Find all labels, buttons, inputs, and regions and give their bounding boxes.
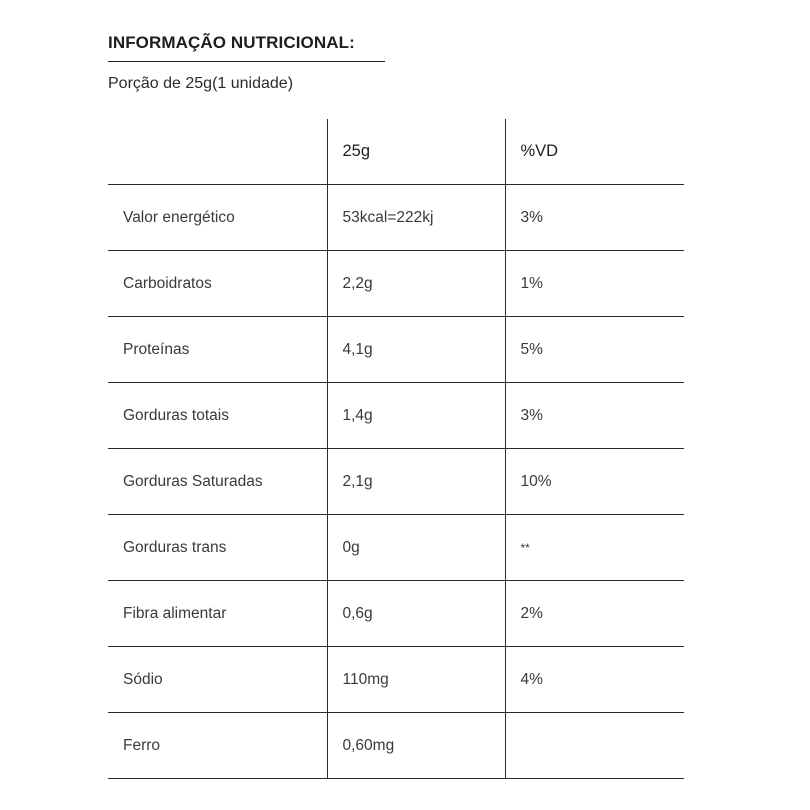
nutrition-table	[108, 119, 684, 779]
nutrient-amount: 2,2g	[327, 251, 505, 317]
nutrient-vd: 2%	[505, 581, 684, 647]
table-row	[108, 713, 684, 779]
table-row	[108, 581, 684, 647]
nutrient-amount: 110mg	[327, 647, 505, 713]
nutrient-name: Gorduras totais	[108, 383, 327, 449]
nutrient-vd: **	[505, 515, 684, 581]
nutrient-vd: 10%	[505, 449, 684, 515]
nutrient-amount: 1,4g	[327, 383, 505, 449]
table-row	[108, 185, 684, 251]
nutrient-name: Proteínas	[108, 317, 327, 383]
nutrient-amount: 53kcal=222kj	[327, 185, 505, 251]
portion-size: Porção de 25g(1 unidade)	[108, 75, 294, 92]
nutrient-amount: 4,1g	[327, 317, 505, 383]
table-row	[108, 647, 684, 713]
table-row	[108, 449, 684, 515]
nutrient-name: Carboidratos	[108, 251, 327, 317]
nutrient-name: Gorduras trans	[108, 515, 327, 581]
nutrient-amount: 2,1g	[327, 449, 505, 515]
table-header-row	[108, 119, 684, 185]
nutrient-vd: 4%	[505, 647, 684, 713]
nutrient-amount: 0,6g	[327, 581, 505, 647]
nutrient-name: Sódio	[108, 647, 327, 713]
table-row	[108, 317, 684, 383]
nutrient-amount: 0,60mg	[327, 713, 505, 779]
header-nutrient	[108, 119, 327, 185]
header-amount: 25g	[327, 119, 505, 185]
nutrient-name: Fibra alimentar	[108, 581, 327, 647]
nutrient-amount: 0g	[327, 515, 505, 581]
nutrient-vd: 1%	[505, 251, 684, 317]
nutrient-name: Gorduras Saturadas	[108, 449, 327, 515]
nutrient-name: Ferro	[108, 713, 327, 779]
table-row	[108, 383, 684, 449]
nutrient-vd: 5%	[505, 317, 684, 383]
header-vd: %VD	[505, 119, 684, 185]
title-underline	[108, 61, 385, 62]
nutrient-name: Valor energético	[108, 185, 327, 251]
table-row	[108, 515, 684, 581]
nutrient-vd: 3%	[505, 185, 684, 251]
nutrient-vd: 3%	[505, 383, 684, 449]
nutrient-vd	[505, 713, 684, 779]
table-row	[108, 251, 684, 317]
page-title: INFORMAÇÃO NUTRICIONAL:	[108, 33, 355, 52]
